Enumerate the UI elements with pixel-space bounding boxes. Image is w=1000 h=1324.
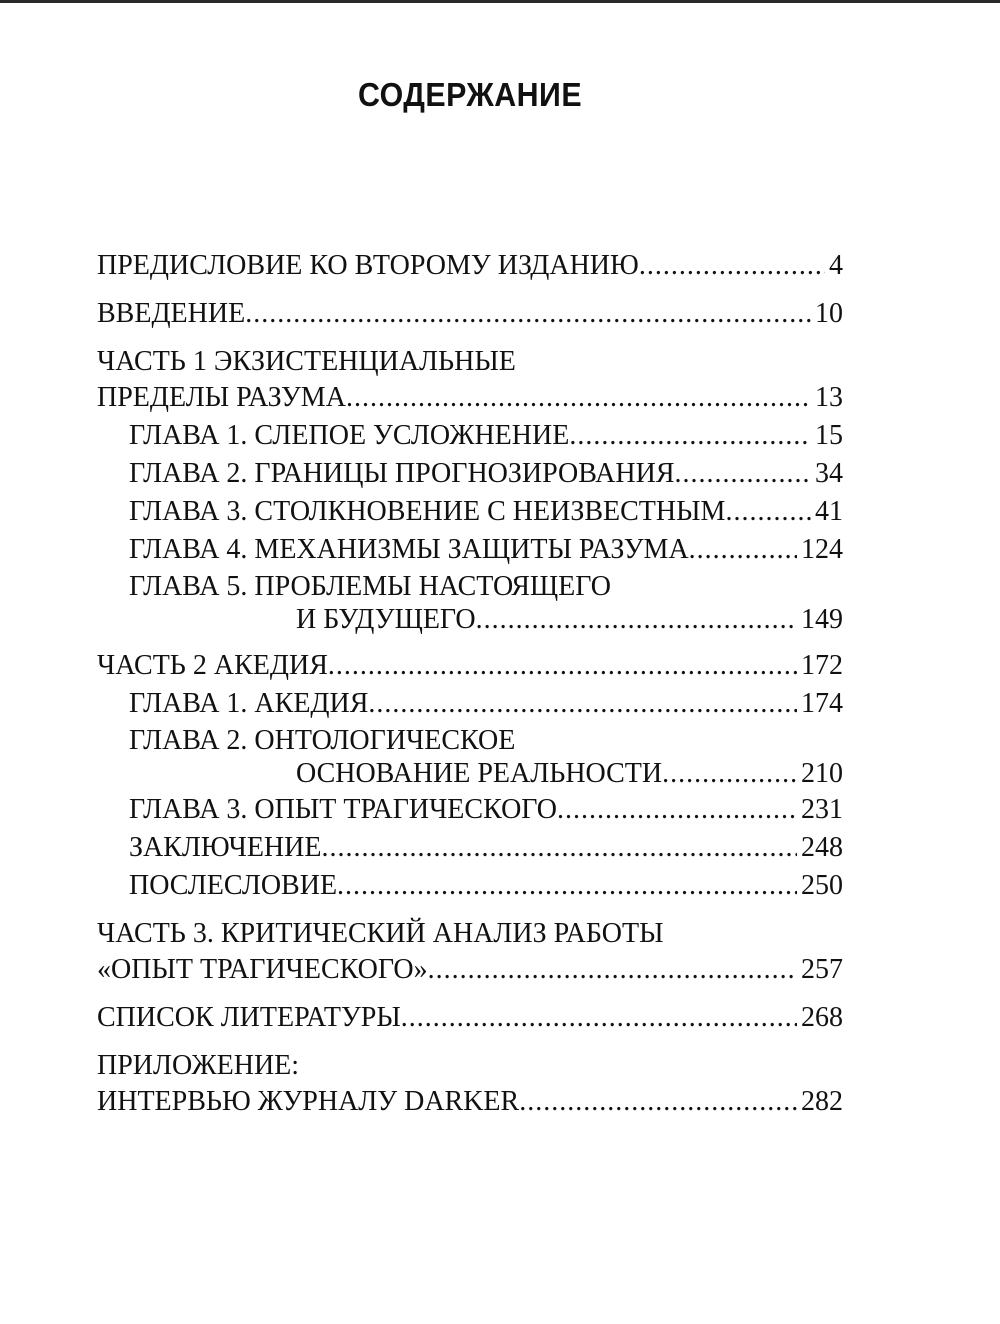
toc-page-number: 231 — [801, 794, 843, 825]
toc-entry-part-1[interactable] — [97, 344, 843, 416]
dot-leader — [321, 830, 797, 866]
toc-entry-preface[interactable] — [97, 248, 843, 284]
toc-entry-title: ЧАСТЬ 2 АКЕДИЯ — [97, 650, 328, 681]
toc-page-number: 282 — [801, 1086, 843, 1117]
toc-entry-title: ЗАКЛЮЧЕНИЕ — [129, 832, 322, 863]
toc-page-number: 149 — [801, 604, 843, 635]
toc-entry-title: ГЛАВА 3. СТОЛКНОВЕНИЕ С НЕИЗВЕСТНЫМ — [129, 496, 726, 527]
dot-leader — [689, 532, 797, 568]
toc-entry-introduction[interactable] — [97, 296, 843, 332]
toc-entry-title: ИНТЕРВЬЮ ЖУРНАЛУ DARKER — [97, 1086, 520, 1117]
dot-leader — [368, 686, 797, 722]
toc-entry-part1-chapter-3[interactable] — [97, 494, 843, 530]
toc-entry-title: ГЛАВА 1. СЛЕПОЕ УСЛОЖНЕНИЕ — [129, 420, 570, 451]
dot-leader — [428, 952, 797, 988]
toc-entry-title: ГЛАВА 3. ОПЫТ ТРАГИЧЕСКОГО — [129, 794, 557, 825]
dot-leader — [675, 456, 811, 492]
toc-entry-title-line: ЧАСТЬ 1 ЭКЗИСТЕНЦИАЛЬНЫЕ — [97, 346, 516, 377]
toc-entry-title: СПИСОК ЛИТЕРАТУРЫ — [97, 1002, 401, 1033]
toc-entry-title-line: ГЛАВА 2. ОНТОЛОГИЧЕСКОЕ — [129, 725, 516, 756]
toc-page-number: 250 — [801, 870, 843, 901]
toc-entry-title: ГЛАВА 4. МЕХАНИЗМЫ ЗАЩИТЫ РАЗУМА — [129, 534, 689, 565]
dot-leader — [662, 757, 797, 790]
toc-page-number: 257 — [801, 954, 843, 985]
dot-leader — [725, 494, 811, 530]
toc-entry-afterword[interactable] — [97, 868, 843, 904]
toc-page-number: 34 — [815, 458, 843, 489]
toc-entry-title: ВВЕДЕНИЕ — [97, 298, 246, 329]
toc-page-number: 4 — [829, 250, 843, 281]
toc-entry-title: ОСНОВАНИЕ РЕАЛЬНОСТИ — [296, 758, 663, 789]
dot-leader — [476, 603, 797, 636]
toc-entry-title: ГЛАВА 1. АКЕДИЯ — [129, 688, 369, 719]
toc-page-number: 15 — [815, 420, 843, 451]
toc-entry-title: ПРЕДИСЛОВИЕ КО ВТОРОМУ ИЗДАНИЮ — [97, 250, 639, 281]
dot-leader — [401, 1000, 797, 1036]
dot-leader — [519, 1084, 797, 1120]
toc-page-number: 172 — [801, 650, 843, 681]
toc-entry-part1-chapter-5[interactable] — [97, 570, 843, 636]
toc-page-number: 174 — [801, 688, 843, 719]
table-of-contents — [97, 248, 843, 1120]
top-border — [0, 0, 1000, 3]
toc-entry-part1-chapter-4[interactable] — [97, 532, 843, 568]
toc-entry-part-2[interactable] — [97, 648, 843, 684]
dot-leader — [346, 380, 811, 416]
toc-entry-bibliography[interactable] — [97, 1000, 843, 1036]
toc-entry-title: «ОПЫТ ТРАГИЧЕСКОГО» — [97, 954, 428, 985]
dot-leader — [337, 868, 797, 904]
toc-entry-title: ПОСЛЕСЛОВИЕ — [129, 870, 338, 901]
toc-entry-title-line: ЧАСТЬ 3. КРИТИЧЕСКИЙ АНАЛИЗ РАБОТЫ — [97, 918, 664, 949]
dot-leader — [557, 792, 797, 828]
toc-entry-part2-chapter-2[interactable] — [97, 724, 843, 790]
toc-entry-part1-chapter-2[interactable] — [97, 456, 843, 492]
toc-page-number: 10 — [815, 298, 843, 329]
dot-leader — [245, 296, 811, 332]
toc-entry-title: ГЛАВА 2. ГРАНИЦЫ ПРОГНОЗИРОВАНИЯ — [129, 458, 675, 489]
toc-entry-part2-chapter-1[interactable] — [97, 686, 843, 722]
toc-page-number: 41 — [815, 496, 843, 527]
toc-entry-title: ПРЕДЕЛЫ РАЗУМА — [97, 382, 346, 413]
dot-leader — [569, 418, 811, 454]
toc-entry-title-line: ГЛАВА 5. ПРОБЛЕМЫ НАСТОЯЩЕГО — [129, 571, 611, 602]
dot-leader — [639, 248, 825, 284]
toc-page-number: 268 — [801, 1002, 843, 1033]
toc-entry-part2-chapter-3[interactable] — [97, 792, 843, 828]
toc-page-number: 13 — [815, 382, 843, 413]
toc-entry-part1-chapter-1[interactable] — [97, 418, 843, 454]
toc-entry-part-3[interactable] — [97, 916, 843, 988]
toc-entry-conclusion[interactable] — [97, 830, 843, 866]
page-title: СОДЕРЖАНИЕ — [357, 76, 583, 113]
dot-leader — [328, 648, 797, 684]
toc-page-number: 124 — [801, 534, 843, 565]
toc-entry-title: И БУДУЩЕГО — [296, 604, 476, 635]
toc-entry-title-line: ПРИЛОЖЕНИЕ: — [97, 1050, 300, 1081]
toc-entry-appendix[interactable] — [97, 1048, 843, 1120]
toc-page-number: 210 — [801, 758, 843, 789]
toc-page-number: 248 — [801, 832, 843, 863]
